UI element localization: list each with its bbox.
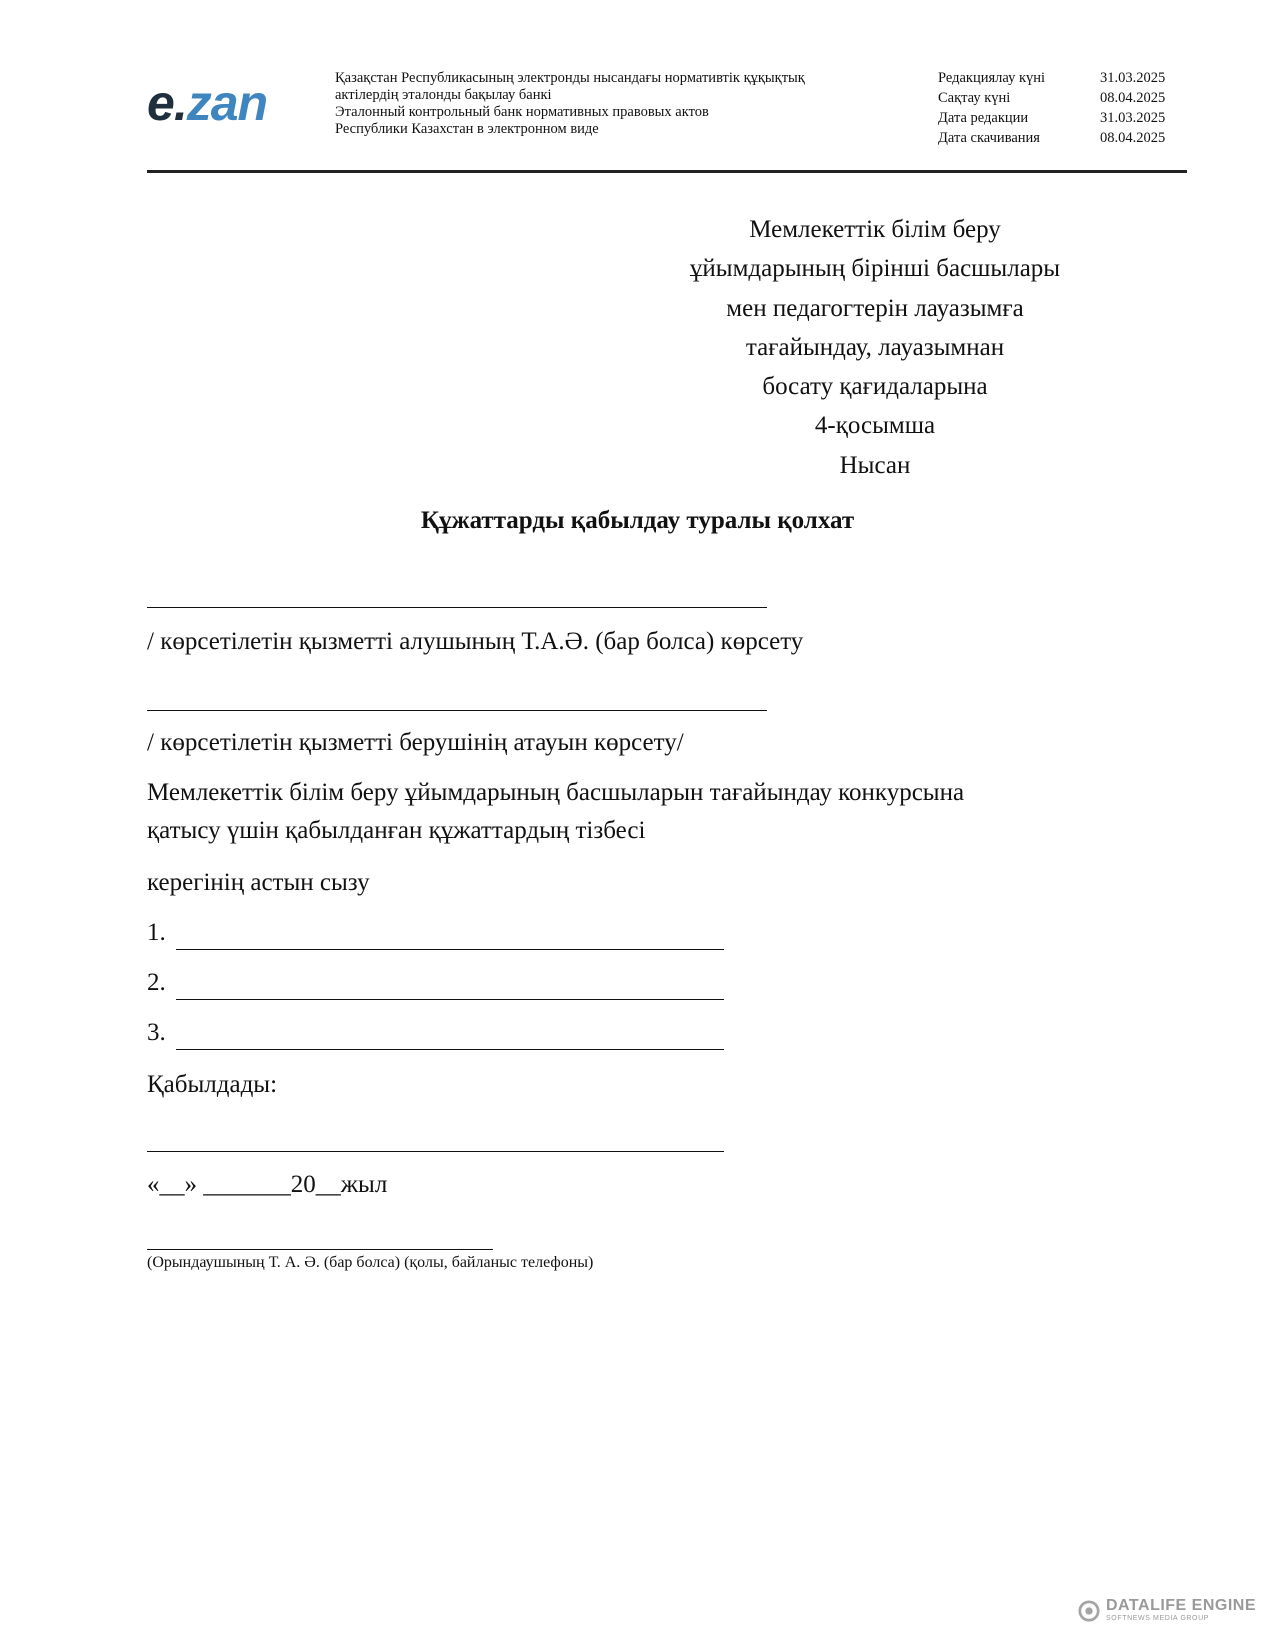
header-meta-table bbox=[938, 68, 1165, 148]
list-item-number: 3. bbox=[147, 1019, 166, 1046]
recipient-hint: / көрсетілетін қызметті алушының Т.А.Ә. (бар болса) көрсету bbox=[147, 628, 804, 655]
underline-note: керегінің астын сызу bbox=[147, 869, 370, 896]
list-item-blank bbox=[176, 949, 724, 950]
date-line: «__» _______20__жыл bbox=[147, 1171, 388, 1198]
meta-value: 31.03.2025 bbox=[1100, 110, 1166, 126]
list-item-number: 2. bbox=[147, 969, 166, 996]
approval-line: Мемлекеттік білім беру bbox=[749, 216, 1001, 243]
document-title: Құжаттарды қабылдау туралы қолхат bbox=[420, 507, 855, 534]
header-description-line: Эталонный контрольный банк нормативных правовых актов bbox=[335, 104, 709, 120]
accepted-by-blank bbox=[147, 1151, 724, 1152]
header-description-line: Қазақстан Республикасының электронды нысандағы нормативтік құқықтық bbox=[335, 70, 805, 86]
meta-row bbox=[938, 88, 1165, 108]
meta-value: 08.04.2025 bbox=[1100, 90, 1166, 106]
datalife-engine-watermark bbox=[1078, 1598, 1256, 1623]
header-description-line: актілердің эталонды бақылау банкі bbox=[335, 87, 552, 103]
provider-hint: / көрсетілетін қызметті берушінің атауын көрсету/ bbox=[147, 729, 684, 756]
meta-row bbox=[938, 108, 1165, 128]
meta-row bbox=[938, 128, 1165, 148]
approval-block bbox=[620, 210, 1130, 485]
recipient-name-blank bbox=[147, 607, 767, 608]
appendix-number: 4-қосымша bbox=[814, 412, 936, 440]
header-divider bbox=[147, 170, 1187, 173]
meta-label: Дата редакции bbox=[938, 110, 1029, 126]
meta-row bbox=[938, 68, 1165, 88]
list-item-blank bbox=[176, 1049, 724, 1050]
meta-label: Дата скачивания bbox=[938, 130, 1040, 146]
list-intro: Мемлекеттік білім беру ұйымдарының басшыларын тағайындау конкурсына bbox=[147, 779, 965, 806]
header-description-line: Республики Казахстан в электронном виде bbox=[335, 121, 599, 137]
header-description bbox=[335, 70, 805, 138]
accepted-label: Қабылдады: bbox=[147, 1071, 278, 1098]
meta-value: 08.04.2025 bbox=[1100, 130, 1166, 146]
watermark-sub: SOFTNEWS MEDIA GROUP bbox=[1106, 1615, 1210, 1622]
watermark-name: DATALIFE ENGINE bbox=[1106, 1597, 1257, 1614]
list-item-blank bbox=[176, 999, 724, 1000]
approval-line: ұйымдарының бірінші басшылары bbox=[689, 255, 1061, 283]
list-intro: қатысу үшін қабылданған құжаттардың тізбесі bbox=[147, 817, 646, 844]
footnote: (Орындаушының Т. А. Ә. (бар болса) (қолы, байланыс телефоны) bbox=[147, 1254, 594, 1271]
meta-value: 31.03.2025 bbox=[1100, 70, 1166, 86]
approval-line: босату қағидаларына bbox=[762, 373, 988, 401]
approval-line: мен педагогтерін лауазымға bbox=[726, 294, 1024, 322]
list-item-number: 1. bbox=[147, 919, 166, 946]
meta-label: Редакциялау күні bbox=[938, 70, 1046, 86]
approval-line: тағайындау, лауазымнан bbox=[745, 333, 1005, 361]
meta-label: Сақтау күні bbox=[938, 90, 1011, 106]
provider-name-blank bbox=[147, 710, 767, 711]
datalife-engine-icon bbox=[1078, 1600, 1100, 1622]
footnote-divider bbox=[147, 1249, 493, 1250]
form-label: Нысан bbox=[839, 451, 911, 479]
ezan-logo: e.zan bbox=[147, 75, 268, 131]
